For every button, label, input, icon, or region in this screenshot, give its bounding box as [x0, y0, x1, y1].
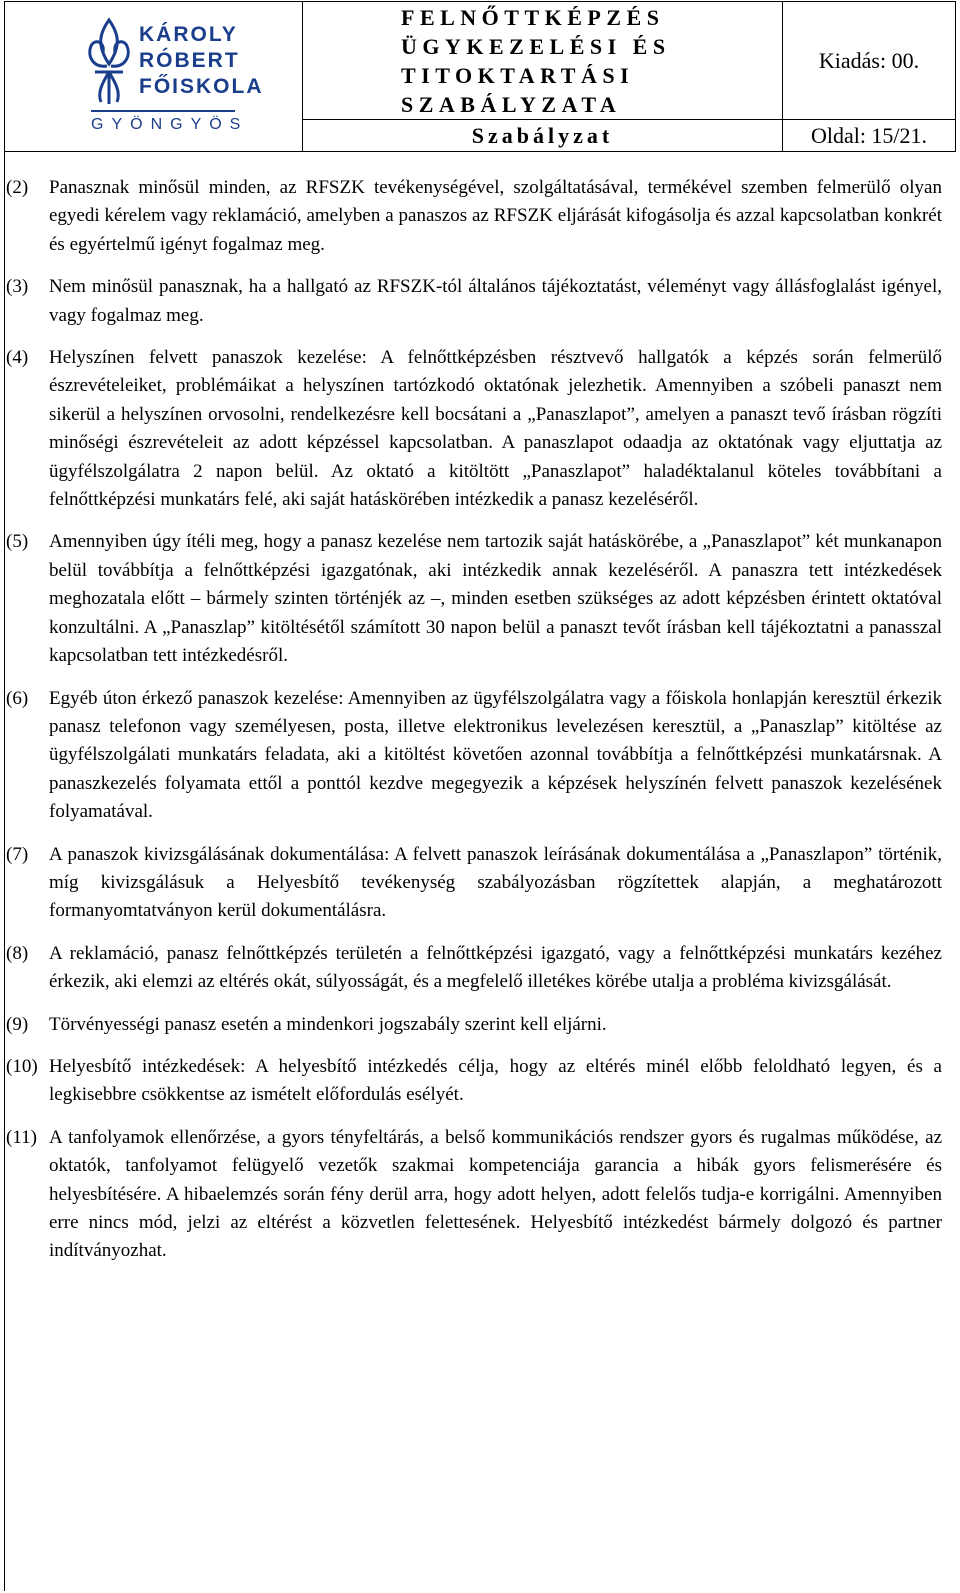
paragraph: [0, 841, 960, 926]
paragraph-number: (3): [6, 276, 29, 298]
document-title: [303, 2, 783, 120]
paragraph-number: (5): [6, 531, 29, 553]
paragraph-text: A panaszok kivizsgálásának dokumentálása: A felvett panaszok leírásának dokumentálása a „Panaszlapon” történik, míg kivizsgálásuk a Helyesbítő tevékenység szabályozásban rögzítettek alapján, a meghatározott formanyomtatványon kerül dokumentálásra.: [49, 843, 942, 922]
paragraph: [0, 528, 960, 670]
paragraph-text: A reklamáció, panasz felnőttképzés területén a felnőttképzési igazgató, vagy a felnőttképzési munkatárs kezéhez érkezik, aki elemzi az eltérés okát, súlyosságát, és a megfelelő illetékes körébe utalja a probléma kivizsgálását.: [49, 942, 942, 993]
paragraph-text: Törvényességi panasz esetén a mindenkori jogszabály szerint kell eljárni.: [49, 1013, 607, 1035]
paragraph-text: Helyesbítő intézkedések: A helyesbítő intézkedés célja, hogy az eltérés minél előbb feloldható legyen, és a legkisebbre csökkentse az ismételt előfordulás esélyét.: [49, 1055, 942, 1106]
paragraph-number: (11): [6, 1126, 37, 1148]
paragraph-number: (10): [6, 1055, 38, 1077]
paragraph-number: (8): [6, 942, 29, 964]
issue-number: Kiadás: 00.: [783, 2, 955, 120]
paragraph: [0, 1011, 960, 1039]
title-line: TITOKTARTÁSI: [401, 62, 635, 88]
logo-city: GYÖNGYÖS: [91, 116, 249, 133]
logo-cell: [5, 2, 303, 151]
logo-name-line: RÓBERT: [139, 49, 240, 72]
paragraph-number: (2): [6, 177, 29, 198]
paragraph-text: Amennyiben úgy ítéli meg, hogy a panasz kezelése nem tartozik saját hatáskörébe, a „Panaszlapot” két munkanapon belül továbbítja a felnőttképzési igazgatónak, aki intézkedik annak kezeléséről. A panaszra tett intézkedések meghozatala előtt – bármely szinten történjék az –, minden esetben szükséges az adott képzésben érintett oktatóval konzultálni. A „Panaszlap” kitöltésétől számított 30 napon belül a panaszt tevőt írásban kell tájékoztatni a panasszal kapcsolatban tett intézkedésről.: [49, 531, 942, 667]
logo-name-line: FŐISKOLA: [139, 75, 264, 98]
paragraph-number: (7): [6, 843, 29, 865]
paragraph-number: (4): [6, 347, 29, 369]
logo-name-line: KÁROLY: [139, 23, 238, 46]
paragraph: [0, 344, 960, 514]
title-line: SZABÁLYZATA: [401, 91, 622, 117]
title-line: ÜGYKEZELÉSI ÉS: [401, 33, 671, 59]
paragraph-number: (6): [6, 687, 29, 709]
logo-divider: [91, 110, 235, 112]
paragraph: [0, 685, 960, 827]
paragraph: [0, 940, 960, 997]
paragraph-text: A tanfolyamok ellenőrzése, a gyors tényfeltárás, a belső kommunikációs rendszer gyors és rugalmas működése, az oktatók, tanfolyamot felügyelő vezetők szakmai kompetenciája garancia a hibák gyors felismerésére és helyesbítésére. A hibaelemzés során fény derül arra, hogy adott helyen, adott felelős tudja-e korrigálni. Amennyiben erre nincs mód, jelzi az eltérést a közvetlen felettesének. Helyesbítő intézkedést bármely dolgozó és partner indítványozhat.: [49, 1126, 942, 1262]
document-type: Szabályzat: [303, 120, 783, 151]
fleur-de-lis-logo-icon: [83, 16, 135, 106]
title-line: FELNŐTTKÉPZÉS: [401, 4, 665, 30]
paragraph: [0, 1053, 960, 1110]
paragraph-number: (9): [6, 1013, 29, 1035]
paragraph-text: Egyéb úton érkező panaszok kezelése: Amennyiben az ügyfélszolgálatra vagy a főiskola honlapján keresztül érkezik panasz telefonon vagy személyesen, posta, illetve elektronikus levelezésen keresztül, a „Panaszlap” kitöltése az ügyfélszolgálati munkatárs feladata, aki a kitöltést követően azonnal továbbítja a felnőttképzési munkatársnak. A panaszkezelés folyamata ettől a ponttól kezdve megegyezik a képzések helyszínén felvett panaszok kezelésének folyamatával.: [49, 687, 942, 823]
document-header: [4, 1, 956, 152]
paragraph-text: Helyszínen felvett panaszok kezelése: A felnőttképzésben résztvevő hallgatók a képzés során felmerülő észrevételeiket, problémáikat a helyszínen tartózkodó oktatónak jelezhetik. Amennyiben a szóbeli panaszt nem sikerül a helyszínen orvosolni, rendelkezésre kell bocsátani a „Panaszlapot”, amelyen a panaszt tevő írásban rögzíti minőségi észrevételeit az adott képzéssel kapcsolatban. A panaszlapot odaadja az oktatónak vagy eljuttatja az ügyfélszolgálatra 2 napon belül. Az oktató a kitöltött „Panaszlapot” haladéktalanul köteles továbbítani a felnőttképzési munkatárs felé, aki saját hatáskörében intézkedik a panasz kezeléséről.: [49, 347, 942, 511]
paragraph-text: Panasznak minősül minden, az RFSZK tevékenységével, szolgáltatásával, termékével szemben felmerülő olyan egyedi kérelem vagy reklamáció, amelyben a panaszos az RFSZK eljárását kifogásolja és azzal kapcsolatban konkrét és egyértelmű igényt fogalmaz meg.: [49, 177, 942, 255]
logo-name: [139, 22, 264, 100]
paragraph: [0, 1124, 960, 1266]
paragraph: [0, 273, 960, 330]
page-number: Oldal: 15/21.: [810, 122, 928, 148]
document-body: [0, 174, 960, 1280]
paragraph-text: Nem minősül panasznak, ha a hallgató az RFSZK-tól általános tájékoztatást, véleményt vagy állásfoglalást igényel, vagy fogalmaz meg.: [49, 276, 942, 326]
paragraph: [0, 174, 960, 259]
